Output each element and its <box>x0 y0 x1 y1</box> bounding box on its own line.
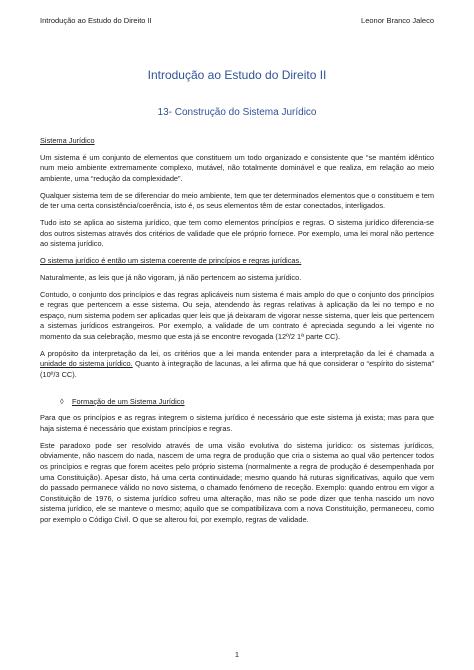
header-right: Leonor Branco Jaleco <box>361 16 434 25</box>
document-body <box>40 136 434 532</box>
section-heading-formacao <box>60 397 434 408</box>
paragraph: Tudo isto se aplica ao sistema jurídico, que tem como elementos princípios e regras. O sistema jurídico diferencia-se dos outros sistemas através dos critérios de validade que ele próprio fornece. Por exemplo, uma lei moral não pertence ao sistema jurídico. <box>40 218 434 249</box>
paragraph: Este paradoxo pode ser resolvido através de uma visão evolutiva do sistema jurídico: os sistemas jurídicos, obviamente, não nascem do nada, nascem de uma regra de produção que cria o sistema ao qual vão pertencer todos os princípios e regras que forem aceites pelo próprio sistema (normalmente a regra de produção é desempenhada por uma Constituição). Apesar disto, há uma certa continuidade; mesmo quando há ruturas significativas, aquilo que vem do passado permanece válido no novo sistema, o chamado fenómeno de receção. Exemplo: quando entrou em vigor a Constituição de 1976, o sistema jurídico sofreu uma alteração, mas não se pode dizer que tenha nascido um novo sistema jurídico, ele se manteve o mesmo; aquilo que se compatibilizava com a nova Constituição, permaneceu, como por exemplo o Código Civil. O que se alterou foi, por exemplo, regras de validade. <box>40 440 434 524</box>
page-number: 1 <box>234 650 240 659</box>
paragraph-text: A propósito da interpretação da lei, os critérios que a lei manda entender para a interpretação da lei é chamada a <box>40 348 434 358</box>
section-heading-text: Formação de um Sistema Jurídico <box>72 396 185 406</box>
paragraph: Qualquer sistema tem de se diferenciar do meio ambiente, tem que ter determinados elementos que o constituem e tem de ter uma certa consistência/coerência, isto é, os seus elementos têm de estar conectados, interligados. <box>40 190 434 211</box>
section-heading-sistema-juridico: Sistema Jurídico <box>40 136 95 145</box>
underlined-term: unidade do sistema jurídico. <box>40 359 133 369</box>
paragraph: Contudo, o conjunto dos princípios e das regras aplicáveis num sistema é mais amplo do que o conjunto dos princípios e regras que pertencem a esse sistema. Ou seja, atendendo às regras relativas à aplicação da lei no tempo e no espaço, num sistema podem ser aplicadas quer leis que já deixaram de vigorar nesse sistema, quer leis que pertencem a sistemas jurídicos estrangeiros. Por exemplo, a validade de um contrato é apreciada segundo a lei vigente no momento da sua celebração, mesmo que esta já se encontre revogada (12º/2 1ª parte CC). <box>40 289 434 342</box>
paragraph-text: Quanto à integração de lacunas, a lei afirma que há que considerar o “espírito do sistema” (10º/3 CC). <box>40 359 434 379</box>
paragraph: Naturalmente, as leis que já não vigoram, já não pertencem ao sistema jurídico. <box>40 272 302 282</box>
diamond-bullet-icon: ◊ <box>60 396 64 406</box>
document-title: Introdução ao Estudo do Direito II <box>147 68 327 82</box>
document-subtitle: 13- Construção do Sistema Jurídico <box>157 107 317 118</box>
paragraph: Um sistema é um conjunto de elementos que constituem um todo organizado e consistente que “se mantém idêntico num meio ambiente extremamente complexo, mutável, não totalmente dominável e que realiza, em relação ao meio ambiente, uma “redução da complexidade”. <box>40 152 434 183</box>
header-left: Introdução ao Estudo do Direito II <box>40 16 152 25</box>
paragraph-underlined: O sistema jurídico é então um sistema coerente de princípios e regras jurídicas. <box>40 256 302 266</box>
paragraph: Para que os princípios e as regras integrem o sistema jurídico é necessário que este sistema já exista; mas para que haja sistema é necessário que existam princípios e regras. <box>40 413 434 433</box>
paragraph <box>40 349 434 381</box>
